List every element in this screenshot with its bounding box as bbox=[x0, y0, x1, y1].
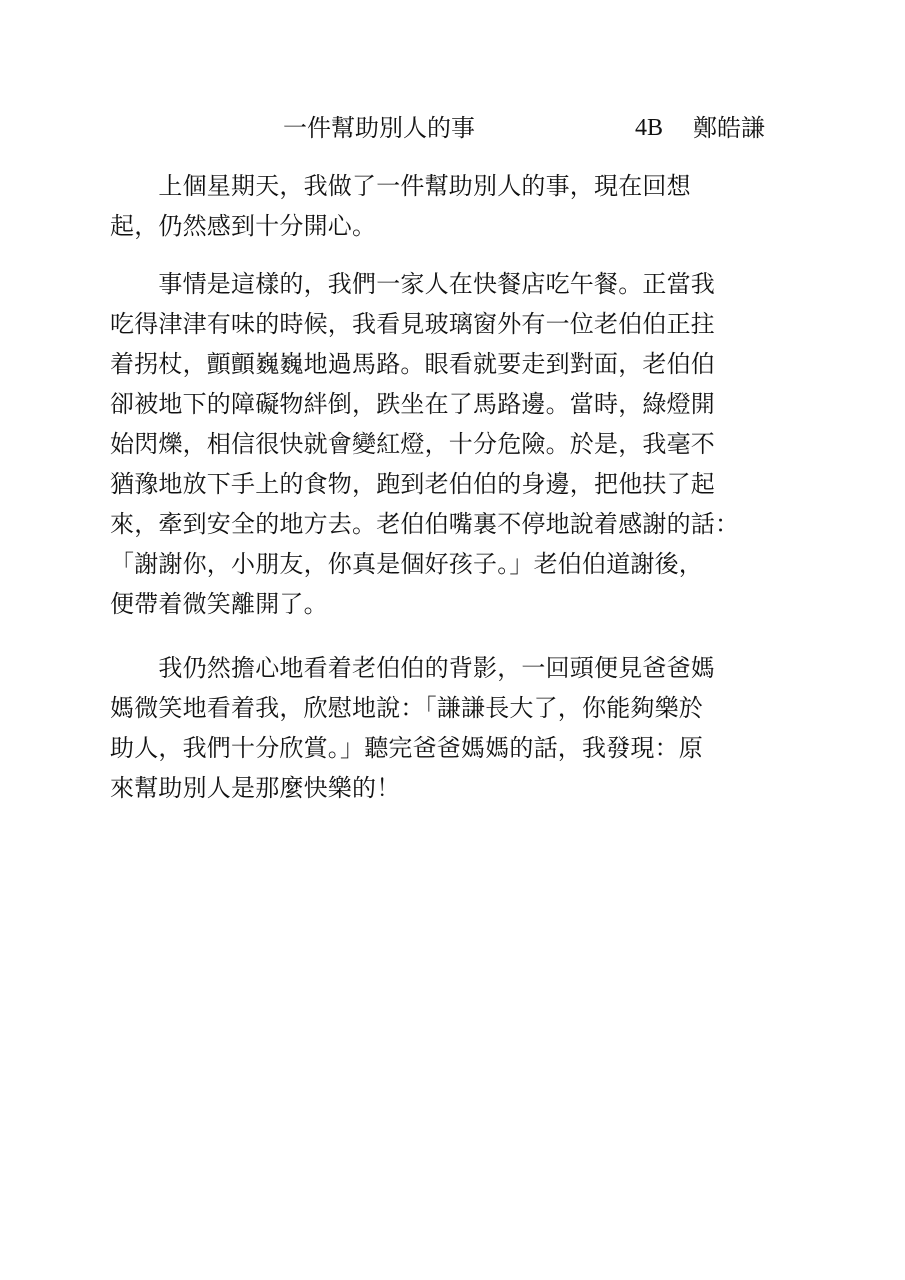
text-line: 我仍然擔心地看着老伯伯的背影，一回頭便見爸爸媽 bbox=[110, 654, 715, 682]
essay-title: 一件幫助別人的事 bbox=[283, 114, 475, 142]
title-line bbox=[283, 112, 765, 144]
text-line: 着拐杖，顫顫巍巍地過馬路。眼看就要走到對面，老伯伯 bbox=[110, 350, 715, 378]
text-line: 助人，我們十分欣賞。」聽完爸爸媽媽的話，我發現：原 bbox=[110, 734, 703, 762]
text-line: 吃得津津有味的時候，我看見玻璃窗外有一位老伯伯正拄 bbox=[110, 310, 715, 338]
text-line: 上個星期天，我做了一件幫助別人的事，現在回想 bbox=[110, 172, 691, 200]
text-line: 起，仍然感到十分開心。 bbox=[110, 212, 377, 240]
text-line: 便帶着微笑離開了。 bbox=[110, 590, 328, 618]
text-line: 事情是這樣的，我們一家人在快餐店吃午餐。正當我 bbox=[110, 270, 715, 298]
text-line: 「謝謝你，小朋友，你真是個好孩子。」老伯伯道謝後， bbox=[110, 550, 703, 578]
text-line: 來，牽到安全的地方去。老伯伯嘴裏不停地說着感謝的話： bbox=[110, 510, 740, 538]
text-line: 來幫助別人是那麼快樂的！ bbox=[110, 774, 401, 802]
text-line: 始閃爍，相信很快就會變紅燈，十分危險。於是，我毫不 bbox=[110, 430, 715, 458]
paragraph-3 bbox=[110, 648, 820, 808]
text-line: 卻被地下的障礙物絆倒，跌坐在了馬路邊。當時，綠燈開 bbox=[110, 390, 715, 418]
paragraph-2 bbox=[110, 264, 820, 624]
author-name: 鄭皓謙 bbox=[693, 114, 765, 142]
paragraph-1 bbox=[110, 166, 820, 246]
text-line: 媽微笑地看着我，欣慰地說：「謙謙長大了，你能夠樂於 bbox=[110, 694, 703, 722]
text-line: 猶豫地放下手上的食物，跑到老伯伯的身邊，把他扶了起 bbox=[110, 470, 715, 498]
class-label: 4B bbox=[635, 115, 664, 141]
